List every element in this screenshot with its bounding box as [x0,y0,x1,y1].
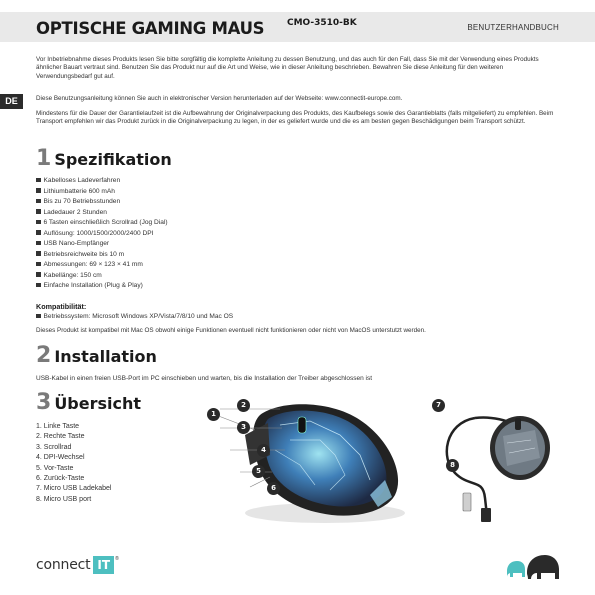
logo-registered: ® [115,556,119,562]
logo-box: IT [93,556,114,574]
section-number: 1 [36,146,52,171]
compatibility-note: Dieses Produkt ist kompatibel mit Mac OS obwohl einige Funktionen eventuell nicht funktionieren oder nicht von MacOS unterstutzt werden. [36,327,426,334]
logo-text: connect [36,557,91,573]
manual-label: BENUTZERHANDBUCH [467,23,559,32]
section-title: Installation [54,347,157,366]
section-number: 2 [36,343,52,368]
callout-marker: 8 [446,459,459,472]
model-number: CMO-3510-BK [287,18,357,28]
overview-item: 8. Micro USB port [36,495,92,503]
spec-item: Abmessungen: 69 × 123 × 41 mm [36,260,168,271]
spec-item: 6 Tasten einschließlich Scrollrad (Jog Dial) [36,218,168,229]
document-title: OPTISCHE GAMING MAUS [36,19,265,38]
section-heading-overview [36,392,141,415]
overview-item: 5. Vor-Taste [36,464,74,472]
section-number: 3 [36,390,52,415]
section-title: Übersicht [54,394,142,413]
intro-paragraph-3: Mindestens für die Dauer der Garantielaufzeit ist die Aufbewahrung der Originalverpackung des Produkts, des Kaufbelegs sowie des Garantieblatts (falls mitgeliefert) zu empfehlen. Beim Transport empfehlen wir das Produkt zurück in die Originalverpackung zu legen, in der es geliefert wurde und die es am besten gegen Beschädigungen beim Transport schützt. [36,110,554,126]
section-title: Spezifikation [54,150,172,169]
overview-item: 2. Rechte Taste [36,433,85,441]
intro-paragraph-2: Diese Benutzungsanleitung können Sie auch in elektronischer Version herunterladen auf der Webseite: www.connectit-europe.com. [36,95,403,102]
spec-item: Bis zu 70 Betriebsstunden [36,197,168,208]
intro-paragraph-1: Vor Inbetriebnahme dieses Produkts lesen Sie bitte sorgfältig die komplette Anleitung zu dessen Benutzung, und das auch für den Fall, dass Sie mit der Verwendung eines Produkts ähnlicher Bauart vertraut sind. Benutzen Sie das Produkt nur auf die Art und Weise, wie in dieser Anleitung beschrieben. Bewahren Sie diese Anleitung für den weiteren Verwendungsbedarf gut auf. [36,56,539,80]
spec-item: USB Nano-Empfänger [36,239,168,250]
brand-logo [36,556,119,574]
compatibility-os: Betriebssystem: Microsoft Windows XP/Vista/7/8/10 und Mac OS [36,313,233,320]
overview-list [36,422,111,505]
compatibility-title: Kompatibilität: [36,302,87,311]
callout-marker: 4 [257,444,270,457]
mouse-illustration [220,395,420,530]
overview-item: 4. DPI-Wechsel [36,454,85,462]
spec-item: Lithiumbatterie 600 mAh [36,187,168,198]
callout-marker: 7 [432,399,445,412]
section-heading-install [36,345,157,368]
install-instructions: USB-Kabel in einen freien USB-Port im PC einschieben und warten, bis die Installation der Treiber abgeschlossen ist [36,375,373,382]
overview-item: 3. Scrollrad [36,443,72,451]
elephant-icon [505,551,560,581]
language-tab: DE [0,94,23,109]
callout-marker: 5 [252,465,265,478]
spec-item: Auflösung: 1000/1500/2000/2400 DPI [36,229,168,240]
overview-item: 6. Zurück-Taste [36,475,85,483]
overview-item: 1. Linke Taste [36,423,80,430]
spec-item: Kabellänge: 150 cm [36,271,168,282]
callout-marker: 6 [267,482,280,495]
callout-marker: 3 [237,421,250,434]
overview-item: 7. Micro USB Ladekabel [36,485,112,493]
spec-item: Ladedauer 2 Stunden [36,208,168,219]
callout-marker: 2 [237,399,250,412]
spec-list [36,176,168,292]
callout-marker: 1 [207,408,220,421]
large-elephant-icon [527,555,559,579]
spec-item: Einfache Installation (Plug & Play) [36,281,168,292]
section-heading-spec [36,148,172,171]
spec-item: Betriebsreichweite bis 10 m [36,250,168,261]
small-elephant-icon [507,561,525,577]
spec-item: Kabelloses Ladeverfahren [36,176,168,187]
